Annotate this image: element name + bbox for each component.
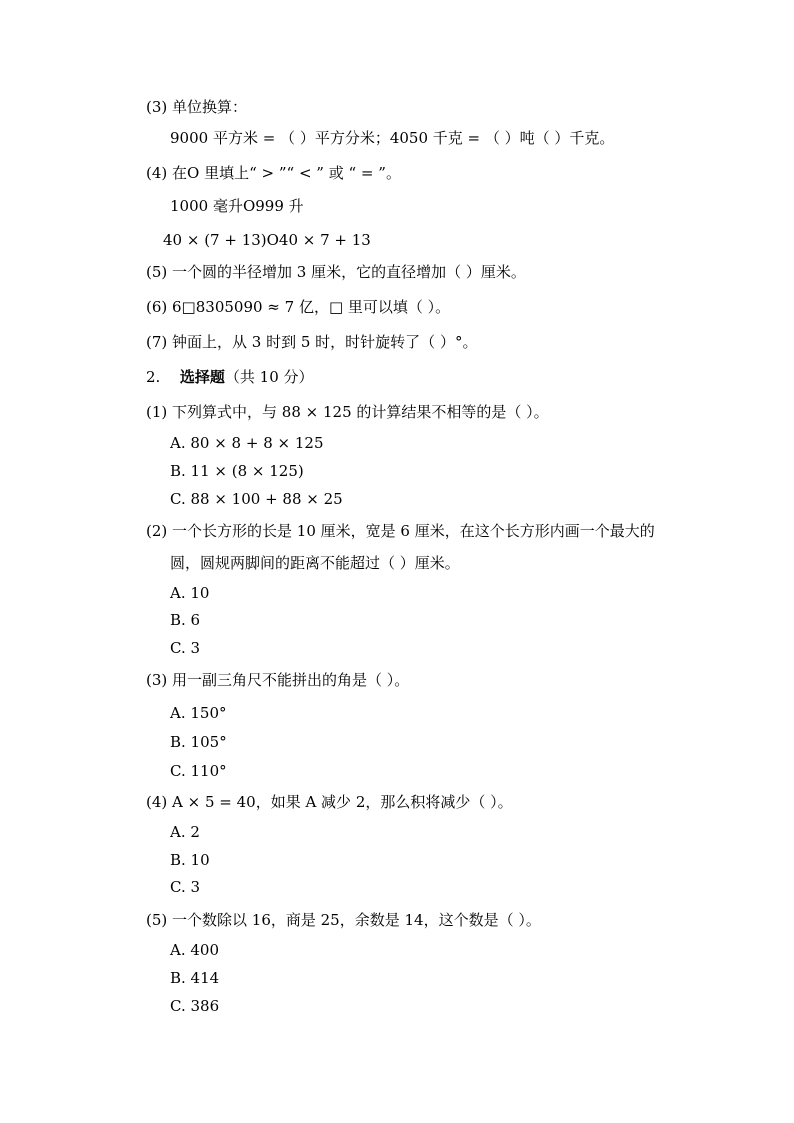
question-7: (7) 钟面上，从 3 时到 5 时，时针旋转了（ ）°。	[146, 333, 478, 351]
section-title: 选择题	[179, 368, 225, 386]
choice-2-option-a: A. 10	[170, 584, 210, 602]
question-5: (5) 一个圆的半径增加 3 厘米，它的直径增加（ ）厘米。	[146, 263, 526, 281]
section-score: （共 10 分）	[224, 368, 314, 386]
choice-2-option-b: B. 6	[170, 611, 201, 629]
section-number: 2.	[146, 368, 161, 386]
question-4-item-2: 40 × (7 + 13)O40 × 7 + 13	[163, 231, 371, 249]
question-3-unit-conversion: 9000 平方米 = （ ）平方分米；4050 千克 = （ ）吨（ ）千克。	[170, 129, 615, 147]
question-4-item-1: 1000 毫升O999 升	[170, 197, 304, 215]
choice-question-2: (2) 一个长方形的长是 10 厘米，宽是 6 厘米，在这个长方形内画一个最大的	[146, 522, 655, 540]
choice-1-option-a: A. 80 × 8 + 8 × 125	[170, 434, 324, 452]
choice-1-option-b: B. 11 × (8 × 125)	[170, 462, 304, 480]
choice-question-1: (1) 下列算式中，与 88 × 125 的计算结果不相等的是（ ）。	[146, 403, 549, 421]
choice-5-option-c: C. 386	[170, 997, 220, 1015]
choice-1-option-c: C. 88 × 100 + 88 × 25	[170, 490, 343, 508]
choice-3-option-c: C. 110°	[170, 762, 227, 780]
section-2-heading	[146, 367, 314, 387]
choice-5-option-a: A. 400	[170, 941, 219, 959]
choice-question-5: (5) 一个数除以 16，商是 25，余数是 14，这个数是（ ）。	[146, 911, 541, 929]
question-6: (6) 6□8305090 ≈ 7 亿，□ 里可以填（ ）。	[146, 298, 451, 316]
choice-4-option-c: C. 3	[170, 878, 201, 896]
question-3-title: (3) 单位换算：	[146, 98, 248, 116]
choice-5-option-b: B. 414	[170, 969, 220, 987]
choice-question-4: (4) A × 5 = 40，如果 A 减少 2，那么积将减少（ ）。	[146, 793, 513, 811]
choice-question-3: (3) 用一副三角尺不能拼出的角是（ ）。	[146, 671, 410, 689]
choice-3-option-b: B. 105°	[170, 733, 227, 751]
choice-4-option-b: B. 10	[170, 851, 210, 869]
choice-3-option-a: A. 150°	[170, 704, 227, 722]
choice-4-option-a: A. 2	[170, 823, 200, 841]
choice-question-2-continued: 圆，圆规两脚间的距离不能超过（ ）厘米。	[170, 554, 460, 572]
choice-2-option-c: C. 3	[170, 639, 201, 657]
question-4-title: (4) 在O 里填上“ > ”“ < ” 或 “ = ”。	[146, 164, 401, 182]
